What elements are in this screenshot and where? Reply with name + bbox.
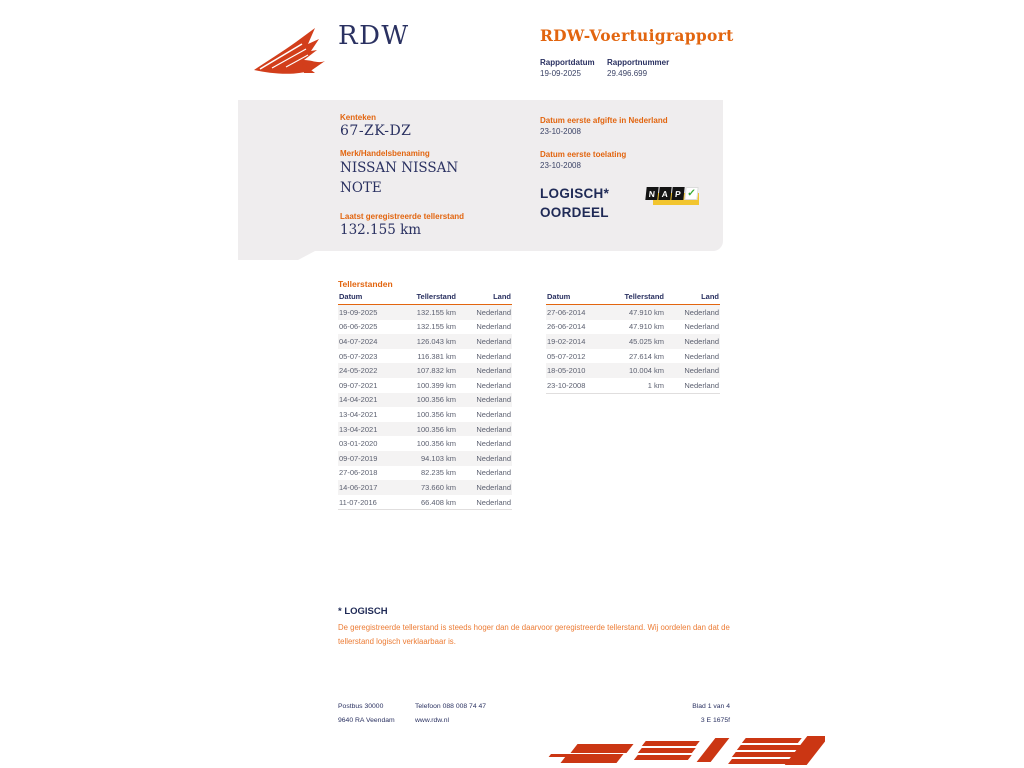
table-row <box>338 451 512 466</box>
table-row <box>338 407 512 422</box>
cell-land: Nederland <box>684 336 719 346</box>
oordeel-line1: LOGISCH* <box>540 186 610 201</box>
tellerstand-value: 132.155 km <box>340 222 422 238</box>
cell-km: 45.025 km <box>628 336 664 346</box>
table-header <box>338 291 512 305</box>
cell-km: 100.356 km <box>416 424 456 434</box>
cell-km: 107.832 km <box>416 366 456 376</box>
decor-bar <box>570 744 633 753</box>
nap-logo <box>646 184 700 208</box>
cell-land: Nederland <box>476 468 511 478</box>
table-row <box>338 320 512 335</box>
cell-datum: 13-04-2021 <box>339 424 378 434</box>
cell-datum: 05-07-2023 <box>339 351 378 361</box>
cell-datum: 19-02-2014 <box>547 336 586 346</box>
report-title: RDW-Voertuigrapport <box>540 26 734 45</box>
vehicle-info-box-tail <box>238 251 315 260</box>
footnote-title: * LOGISCH <box>338 606 388 617</box>
cell-km: 126.043 km <box>416 336 456 346</box>
rdw-logo-text: RDW <box>338 21 410 51</box>
table-row <box>338 393 512 408</box>
decor-bar <box>560 754 623 763</box>
cell-datum: 18-05-2010 <box>547 366 586 376</box>
cell-land: Nederland <box>476 409 511 419</box>
table-row <box>338 349 512 364</box>
col-header-tellerstand: Tellerstand <box>624 292 664 301</box>
report-number-label: Rapportnummer <box>607 58 670 67</box>
cell-km: 73.660 km <box>420 482 456 492</box>
rdw-logo <box>252 20 410 75</box>
cell-datum: 09-07-2021 <box>339 380 378 390</box>
cell-datum: 06-06-2025 <box>339 322 378 332</box>
report-date-label: Rapportdatum <box>540 58 595 67</box>
cell-datum: 11-07-2016 <box>339 497 377 507</box>
cell-land: Nederland <box>684 380 719 390</box>
cell-datum: 13-04-2021 <box>339 409 378 419</box>
cell-datum: 19-09-2025 <box>339 307 378 317</box>
merk-label: Merk/Handelsbenaming <box>340 149 430 158</box>
footer-address <box>338 700 395 728</box>
cell-datum: 03-01-2020 <box>339 439 378 449</box>
cell-land: Nederland <box>476 453 511 463</box>
table-row <box>338 422 512 437</box>
cell-land: Nederland <box>684 307 719 317</box>
decor-bar <box>642 741 700 746</box>
cell-km: 132.155 km <box>416 322 456 332</box>
cell-km: 66.408 km <box>420 497 456 507</box>
nap-checkmark-icon: ✓ <box>684 187 698 200</box>
cell-datum: 14-04-2021 <box>339 395 378 405</box>
tellerstand-label: Laatst geregistreerde tellerstand <box>340 212 465 221</box>
table-row <box>338 466 512 481</box>
cell-land: Nederland <box>476 307 511 317</box>
report-date-value: 19-09-2025 <box>540 69 581 78</box>
table-row <box>338 363 512 378</box>
cell-datum: 05-07-2012 <box>547 351 586 361</box>
cell-km: 94.103 km <box>420 453 456 463</box>
cell-land: Nederland <box>476 482 511 492</box>
cell-land: Nederland <box>476 497 511 507</box>
table-row <box>338 334 512 349</box>
tellerstanden-title: Tellerstanden <box>338 279 393 289</box>
cell-km: 1 km <box>647 380 664 390</box>
footer-page-number: Blad 1 van 4 <box>692 703 730 710</box>
cell-land: Nederland <box>476 424 511 434</box>
cell-datum: 27-06-2014 <box>547 307 586 317</box>
table-row <box>338 378 512 393</box>
kenteken-value: 67-ZK-DZ <box>340 123 412 139</box>
cell-km: 47.910 km <box>628 307 664 317</box>
cell-datum: 14-06-2017 <box>339 482 378 492</box>
cell-land: Nederland <box>476 439 511 449</box>
cell-km: 27.614 km <box>628 351 664 361</box>
footer-form-code: 3 E 1675f <box>700 717 730 724</box>
afgifte-label: Datum eerste afgifte in Nederland <box>540 116 668 125</box>
cell-datum: 23-10-2008 <box>547 380 586 390</box>
merk-value: NISSAN NISSAN NOTE <box>340 160 459 196</box>
cell-datum: 04-07-2024 <box>339 336 378 346</box>
decor-bar <box>634 755 692 760</box>
decor-bar <box>742 738 802 743</box>
cell-km: 82.235 km <box>420 468 456 478</box>
cell-km: 100.356 km <box>416 409 456 419</box>
cell-datum: 26-06-2014 <box>547 322 586 332</box>
cell-land: Nederland <box>684 322 719 332</box>
cell-land: Nederland <box>476 366 511 376</box>
footer-contact <box>415 700 486 728</box>
nap-letter-a: A <box>658 187 671 200</box>
cell-land: Nederland <box>476 380 511 390</box>
cell-km: 47.910 km <box>628 322 664 332</box>
col-header-land: Land <box>493 292 511 301</box>
footer-page-info <box>620 700 730 728</box>
table-row <box>338 305 512 320</box>
cell-land: Nederland <box>476 336 511 346</box>
decor-bar <box>638 748 696 753</box>
nap-letter-p: P <box>671 187 684 200</box>
col-header-land: Land <box>701 292 719 301</box>
table-body <box>338 305 512 510</box>
cell-km: 100.356 km <box>416 395 456 405</box>
cell-datum: 09-07-2019 <box>339 453 378 463</box>
kenteken-label: Kenteken <box>340 113 377 122</box>
table-row <box>338 480 512 495</box>
decor-stripes-graphic <box>540 733 825 768</box>
decor-bar <box>697 738 730 762</box>
decor-bar <box>737 745 803 750</box>
cell-datum: 27-06-2018 <box>339 468 378 478</box>
table-row <box>546 334 720 349</box>
cell-land: Nederland <box>684 351 719 361</box>
afgifte-value: 23-10-2008 <box>540 127 581 136</box>
col-header-tellerstand: Tellerstand <box>416 292 456 301</box>
table-header <box>546 291 720 305</box>
nap-letter-tiles <box>646 187 698 200</box>
table-row <box>546 363 720 378</box>
report-number-value: 29.496.699 <box>607 69 648 78</box>
table-body <box>546 305 720 394</box>
cell-km: 100.399 km <box>416 380 456 390</box>
footnote-text: De geregistreerde tellerstand is steeds hoger dan de daarvoor geregistreerde tellerstand. Wij oordelen dan dat de tellerstand logisch verklaarbaar is. <box>338 623 730 646</box>
rdw-eagle-icon <box>252 24 332 76</box>
table-row <box>546 320 720 335</box>
cell-land: Nederland <box>684 366 719 376</box>
footer-address-line2: 9640 RA Veendam <box>338 717 395 724</box>
tellerstanden-table-right <box>546 291 720 394</box>
table-row <box>546 349 720 364</box>
nap-letter-n: N <box>645 187 658 200</box>
cell-km: 132.155 km <box>416 307 456 317</box>
cell-land: Nederland <box>476 395 511 405</box>
oordeel-line2: OORDEEL <box>540 205 609 220</box>
footer-address-line1: Postbus 30000 <box>338 703 384 710</box>
cell-land: Nederland <box>476 351 511 361</box>
oordeel-text <box>540 184 609 222</box>
col-header-datum: Datum <box>339 292 363 301</box>
cell-datum: 24-05-2022 <box>339 366 378 376</box>
footer-phone: Telefoon 088 008 74 47 <box>415 703 487 710</box>
table-row <box>338 436 512 451</box>
toelating-value: 23-10-2008 <box>540 161 581 170</box>
footer-website-link[interactable]: www.rdw.nl <box>415 717 449 724</box>
table-row <box>546 305 720 320</box>
tellerstanden-table-left <box>338 291 512 510</box>
table-row <box>546 378 720 393</box>
col-header-datum: Datum <box>547 292 571 301</box>
toelating-label: Datum eerste toelating <box>540 150 627 159</box>
cell-land: Nederland <box>476 322 511 332</box>
cell-km: 116.381 km <box>417 351 456 361</box>
cell-km: 100.356 km <box>416 439 456 449</box>
cell-km: 10.004 km <box>628 366 664 376</box>
table-row <box>338 495 512 510</box>
